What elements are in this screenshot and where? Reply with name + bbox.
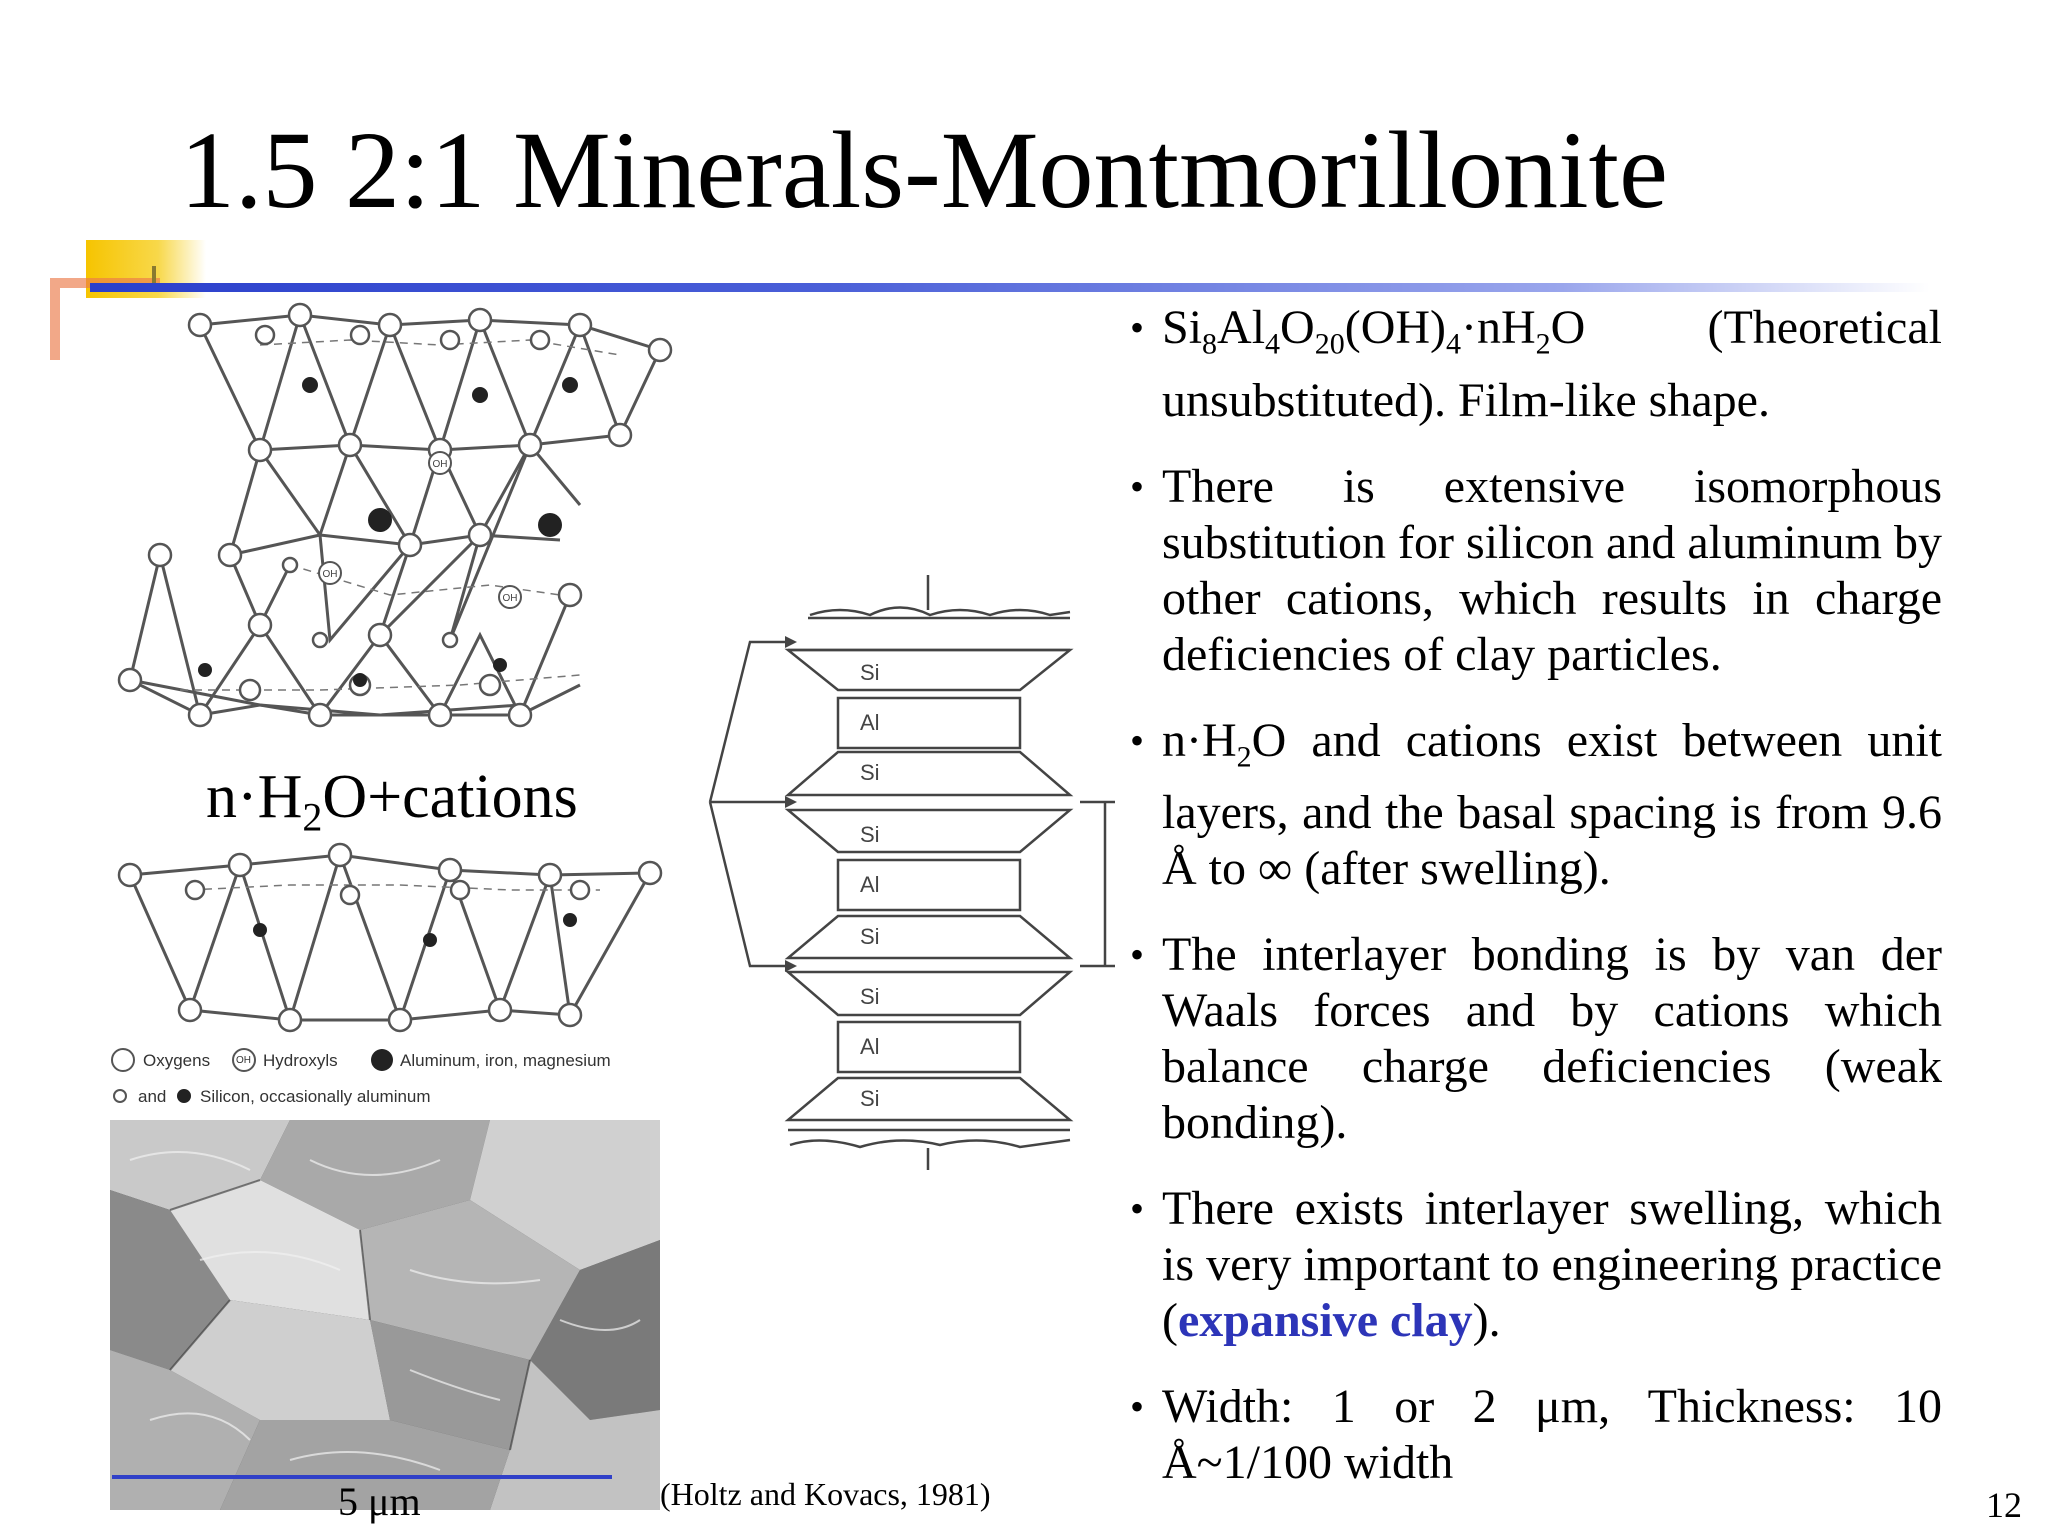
layer-label: Si [860, 1086, 880, 1111]
bullet-dimensions: • Width: 1 or 2 μm, Thickness: 10 Å~1/100 width [1130, 1379, 1942, 1491]
legend-oh-symbol: OH [236, 1055, 251, 1066]
bullet-basal-spacing: • $n\cdot H_2O$ and cations exist between unit layers, and the basal spacing is from 9.6 Å to ∞ (after swelling). [1130, 713, 1942, 898]
legend-and: and [138, 1087, 167, 1106]
figure-citation: (Holtz and Kovacs, 1981) [660, 1476, 991, 1512]
legend-oxygens: Oxygens [143, 1051, 211, 1070]
svg-text:OH: OH [502, 593, 518, 604]
legend-hydroxyls: Hydroxyls [263, 1051, 338, 1070]
legend-silicon: Silicon, occasionally aluminum [200, 1087, 431, 1106]
bullet-substitution: • There is extensive isomorphous substitution for silicon and aluminum by other cations, which results in charge deficiencies of clay particles. [1130, 459, 1942, 683]
layer-label: Al [860, 1034, 880, 1059]
sem-texture [110, 1120, 660, 1510]
slide-title: 1.5 2:1 Minerals-Montmorillonite [180, 109, 1668, 231]
svg-text:OH: OH [322, 569, 338, 580]
interlayer-label: $n\cdot H_2O+cations$ [206, 763, 578, 840]
bullet-formula: • $Si_8Al_4O_{20}(OH)_4\cdot nH_2O$ (Theoretical unsubstituted). Film-like shape. [1130, 300, 1942, 429]
layer-label: Si [860, 760, 880, 785]
layer-label: Al [860, 710, 880, 735]
layer-label: Si [860, 822, 880, 847]
layer-label: Si [860, 660, 880, 685]
svg-text:OH: OH [432, 459, 448, 470]
expansive-clay-highlight: expansive clay [1177, 1294, 1473, 1348]
structure-diagram-top [60, 295, 720, 735]
legend-aluminum: Aluminum, iron, magnesium [400, 1051, 611, 1070]
layer-label: Al [860, 872, 880, 897]
title-underline [90, 283, 1930, 292]
bullet-interlayer-bonding: • The interlayer bonding is by van der Waals forces and by cations which balance charge deficiencies (weak bonding). [1130, 927, 1942, 1151]
sem-micrograph [110, 1120, 660, 1510]
layer-label: Si [860, 924, 880, 949]
layer-stack-diagram [660, 570, 1120, 1170]
scale-bar-label: 5 μm [338, 1479, 421, 1524]
bullet-swelling: • There exists interlayer swelling, which is very important to engineering practice (expansive clay). [1130, 1181, 1942, 1349]
structure-diagram-bottom [110, 835, 670, 1045]
layer-label: Si [860, 984, 880, 1009]
bullet-list [1130, 300, 1942, 1521]
page-number: 12 [1986, 1485, 2022, 1525]
